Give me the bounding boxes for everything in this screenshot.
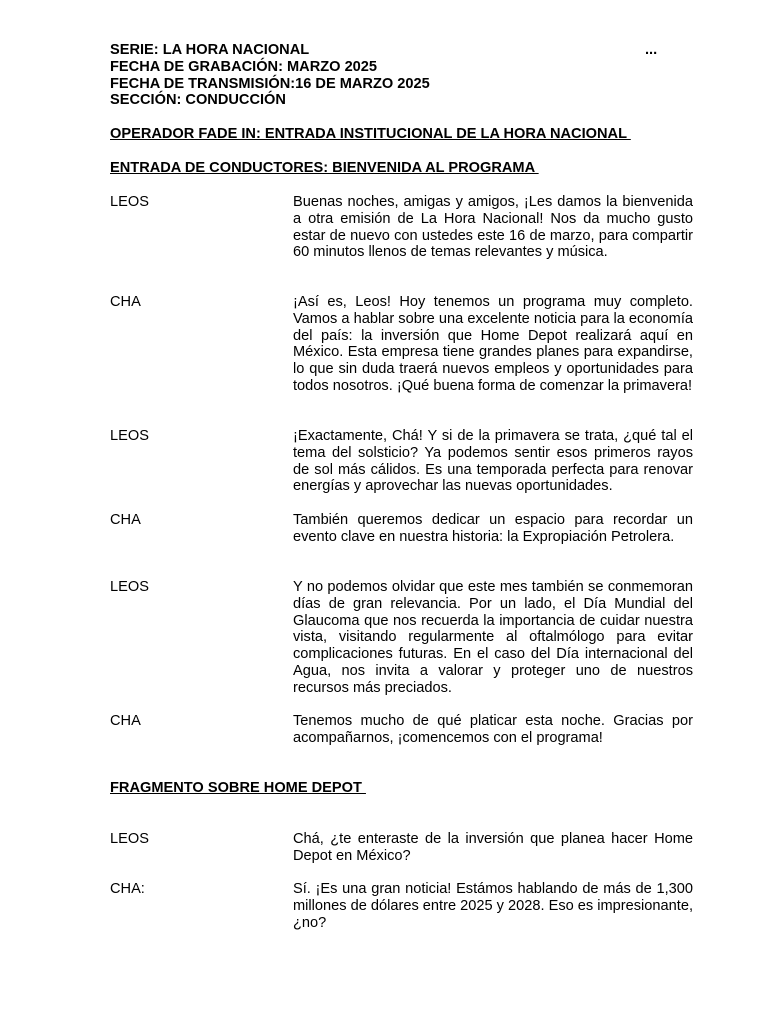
seccion-line: SECCIÓN: CONDUCCIÓN	[110, 92, 286, 109]
dialogue-text: También queremos dedicar un espacio para recordar un evento clave en nuestra historia: la Expropiación Petrolera.	[293, 512, 693, 545]
fecha-transmision-line: FECHA DE TRANSMISIÓN:16 DE MARZO 2025	[110, 75, 430, 92]
speaker-label: LEOS	[110, 194, 149, 210]
dialogue-text: ¡Exactamente, Chá! Y si de la primavera se trata, ¿qué tal el tema del solsticio? Ya podemos sentir esos primeros rayos de sol más cálidos. Es una temporada perfecta para renovar energías y aprovechar las nuevas oportunidades.	[293, 428, 693, 495]
dialogue-text: Tenemos mucho de qué platicar esta noche. Gracias por acompañarnos, ¡comencemos con el programa!	[293, 713, 693, 746]
header-ellipsis: ...	[645, 42, 658, 58]
serie-line: SERIE: LA HORA NACIONAL	[110, 42, 310, 58]
document-header	[110, 42, 430, 109]
fecha-grabacion-line: FECHA DE GRABACIÓN: MARZO 2025	[110, 58, 378, 75]
speaker-label: CHA	[110, 512, 141, 528]
dialogue-text: ¡Así es, Leos! Hoy tenemos un programa muy completo. Vamos a hablar sobre una excelente noticia para la economía del país: la inversión que Home Depot realizará aquí en México. Esta empresa tiene grandes planes para expandirse, lo que sin duda traerá nuevos empleos y oportunidades para todos nosotros. ¡Qué buena forma de comenzar la primavera!	[293, 294, 693, 394]
speaker-label: LEOS	[110, 428, 149, 444]
operador-heading: OPERADOR FADE IN: ENTRADA INSTITUCIONAL DE LA HORA NACIONAL	[110, 126, 631, 142]
speaker-label: CHA	[110, 294, 141, 310]
dialogue-text: Y no podemos olvidar que este mes también se conmemoran días de gran relevancia. Por un lado, el Día Mundial del Glaucoma que nos recuerda la importancia de cuidar nuestra vista, visitando regularmente al oftalmólogo para evitar complicaciones futuras. En el caso del Día internacional del Agua, nos invita a valorar y proteger uno de nuestros recursos más preciados.	[293, 579, 693, 696]
dialogue-text: Buenas noches, amigas y amigos, ¡Les damos la bienvenida a otra emisión de La Hora Nacional! Nos da mucho gusto estar de nuevo con ustedes este 16 de marzo, para compartir 60 minutos llenos de temas relevantes y música.	[293, 194, 693, 261]
entrada-heading: ENTRADA DE CONDUCTORES: BIENVENIDA AL PROGRAMA	[110, 160, 539, 176]
speaker-label: CHA	[110, 713, 141, 729]
speaker-label: LEOS	[110, 831, 149, 847]
dialogue-text: Sí. ¡Es una gran noticia! Estámos hablando de más de 1,300 millones de dólares entre 2025 y 2028. Eso es impresionante, ¿no?	[293, 881, 693, 931]
speaker-label: CHA:	[110, 881, 145, 897]
speaker-label: LEOS	[110, 579, 149, 595]
dialogue-text: Chá, ¿te enteraste de la inversión que planea hacer Home Depot en México?	[293, 831, 693, 864]
fragmento-heading: FRAGMENTO SOBRE HOME DEPOT	[110, 780, 366, 796]
